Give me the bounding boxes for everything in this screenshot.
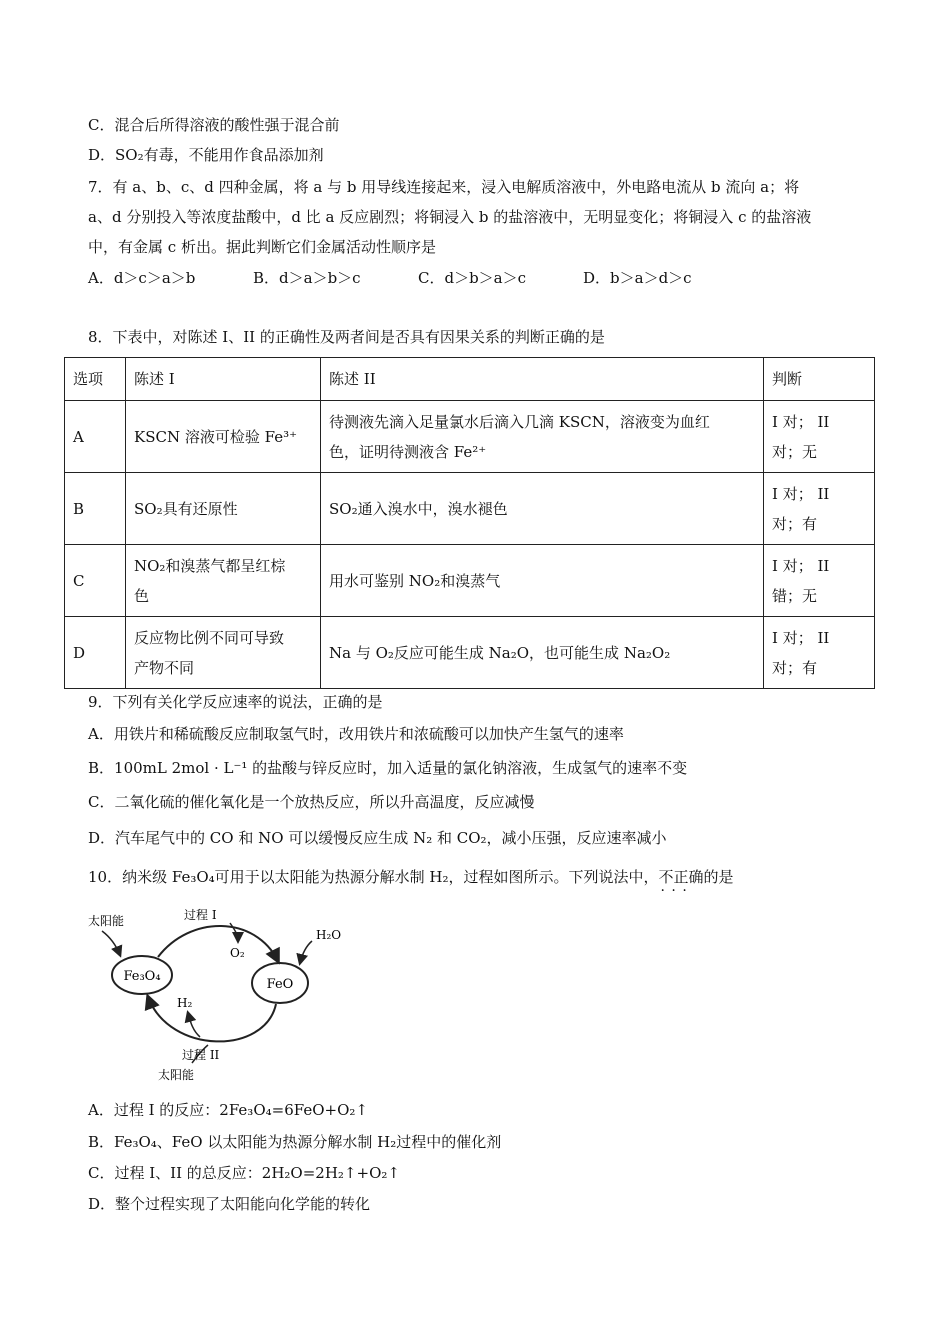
q10-option-b: B．Fe₃O₄、FeO 以太阳能为热源分解水制 H₂过程中的催化剂 [88, 1133, 502, 1151]
header-option: 选项 [65, 358, 126, 401]
row-judgement [764, 473, 875, 545]
sun-top-arrow [102, 931, 120, 955]
q10-option-c: C．过程 I、II 的总反应：2H₂O=2H₂↑+O₂↑ [88, 1164, 400, 1182]
q7-stem-line2: a、d 分别投入等浓度盐酸中，d 比 a 反应剧烈；将铜浸入 b 的盐溶液中，无明显变化；将铜浸入 c 的盐溶液 [88, 208, 812, 226]
fe3o4-cycle-diagram [80, 905, 380, 1085]
text-line: I 对； II [772, 556, 830, 575]
o2-arrow [230, 923, 238, 941]
q10-option-a: A．过程 I 的反应：2Fe₃O₄=6FeO+O₂↑ [88, 1101, 368, 1119]
h2-arrow [188, 1013, 200, 1037]
text-line: Na 与 O₂反应可能生成 Na₂O，也可能生成 Na₂O₂ [329, 643, 671, 662]
table-header-row [65, 358, 875, 401]
row-statement-1 [126, 545, 321, 617]
text-line: 色，证明待测液含 Fe²⁺ [329, 442, 487, 461]
row-statement-2 [321, 401, 764, 473]
table-row [65, 617, 875, 689]
text-line: SO₂具有还原性 [134, 499, 238, 518]
text-line: 色 [134, 586, 150, 605]
o2-label: O₂ [230, 946, 245, 960]
process2-label: 过程 II [182, 1048, 220, 1062]
h2-label: H₂ [177, 996, 193, 1010]
row-statement-1 [126, 473, 321, 545]
process2-arrow [148, 997, 276, 1041]
text-line: 对；有 [772, 658, 818, 677]
q10-stem-pre: 10．纳米级 Fe₃O₄可用于以太阳能为热源分解水制 H₂，过程如图所示。下列说法中， [88, 868, 659, 886]
row-option: B [65, 473, 126, 545]
q9-option-b: B．100mL 2mol · L⁻¹ 的盐酸与锌反应时，加入适量的氯化钠溶液，生成氢气的速率不变 [88, 759, 688, 777]
h2o-arrow [300, 941, 312, 963]
text-line: 对；有 [772, 514, 818, 533]
header-statement-2: 陈述 II [321, 358, 764, 401]
row-statement-2 [321, 617, 764, 689]
q7-option-d: D．b＞a＞d＞c [583, 269, 692, 287]
q8-stem: 8．下表中，对陈述 I、II 的正确性及两者间是否具有因果关系的判断正确的是 [88, 328, 605, 346]
q10-option-d: D．整个过程实现了太阳能向化学能的转化 [88, 1195, 371, 1213]
prev-option-c: C．混合后所得溶液的酸性强于混合前 [88, 116, 340, 134]
row-option: C [65, 545, 126, 617]
q7-stem-line1: 7．有 a、b、c、d 四种金属，将 a 与 b 用导线连接起来，浸入电解质溶液中，外电路电流从 b 流向 a；将 [88, 178, 800, 196]
text-line: 错；无 [772, 586, 818, 605]
table-row [65, 545, 875, 617]
text-line: 待测液先滴入足量氯水后滴入几滴 KSCN，溶液变为血红 [329, 412, 710, 431]
q10-stem-emphasis: 不正确 · · · [659, 867, 704, 887]
q9-stem: 9．下列有关化学反应速率的说法，正确的是 [88, 693, 383, 711]
header-judgement: 判断 [764, 358, 875, 401]
text-line: I 对； II [772, 412, 830, 431]
text-line: I 对； II [772, 484, 830, 503]
row-judgement [764, 617, 875, 689]
feo-label: FeO [266, 977, 294, 992]
text-line: KSCN 溶液可检验 Fe³⁺ [134, 427, 298, 446]
q9-option-d: D．汽车尾气中的 CO 和 NO 可以缓慢反应生成 N₂ 和 CO₂，减小压强，反应速率减小 [88, 829, 667, 847]
q8-table [64, 357, 875, 689]
row-judgement [764, 545, 875, 617]
row-statement-2 [321, 473, 764, 545]
row-statement-1 [126, 401, 321, 473]
table-row [65, 473, 875, 545]
q7-stem-line3: 中，有金属 c 析出。据此判断它们金属活动性顺序是 [88, 238, 436, 256]
q10-stem [88, 867, 734, 887]
fe3o4-label: Fe₃O₄ [123, 969, 161, 984]
text-line: 产物不同 [134, 658, 195, 677]
row-option: A [65, 401, 126, 473]
q9-option-a: A．用铁片和稀硫酸反应制取氢气时，改用铁片和浓硫酸可以加快产生氢气的速率 [88, 725, 624, 743]
text-line: I 对； II [772, 628, 830, 647]
text-line: SO₂通入溴水中，溴水褪色 [329, 499, 508, 518]
text-line: NO₂和溴蒸气都呈红棕 [134, 556, 286, 575]
row-option: D [65, 617, 126, 689]
q7-option-b: B．d＞a＞b＞c [253, 269, 361, 287]
q7-option-c: C．d＞b＞a＞c [418, 269, 527, 287]
process1-arrow [158, 926, 278, 961]
table-row [65, 401, 875, 473]
sun-bottom-label: 太阳能 [158, 1068, 195, 1082]
header-statement-1: 陈述 I [126, 358, 321, 401]
text-line: 用水可鉴别 NO₂和溴蒸气 [329, 571, 501, 590]
h2o-label: H₂O [316, 928, 342, 942]
text-line: 反应物比例不同可导致 [134, 628, 285, 647]
row-statement-1 [126, 617, 321, 689]
prev-option-d: D．SO₂有毒，不能用作食品添加剂 [88, 146, 324, 164]
q9-option-c: C．二氧化硫的催化氧化是一个放热反应，所以升高温度，反应减慢 [88, 793, 535, 811]
text-line: 对；无 [772, 442, 818, 461]
sun-top-label: 太阳能 [88, 914, 125, 928]
process1-label: 过程 I [184, 908, 217, 922]
row-judgement [764, 401, 875, 473]
row-statement-2 [321, 545, 764, 617]
q7-option-a: A．d＞c＞a＞b [88, 269, 196, 287]
q10-stem-post: 的是 [703, 868, 734, 886]
